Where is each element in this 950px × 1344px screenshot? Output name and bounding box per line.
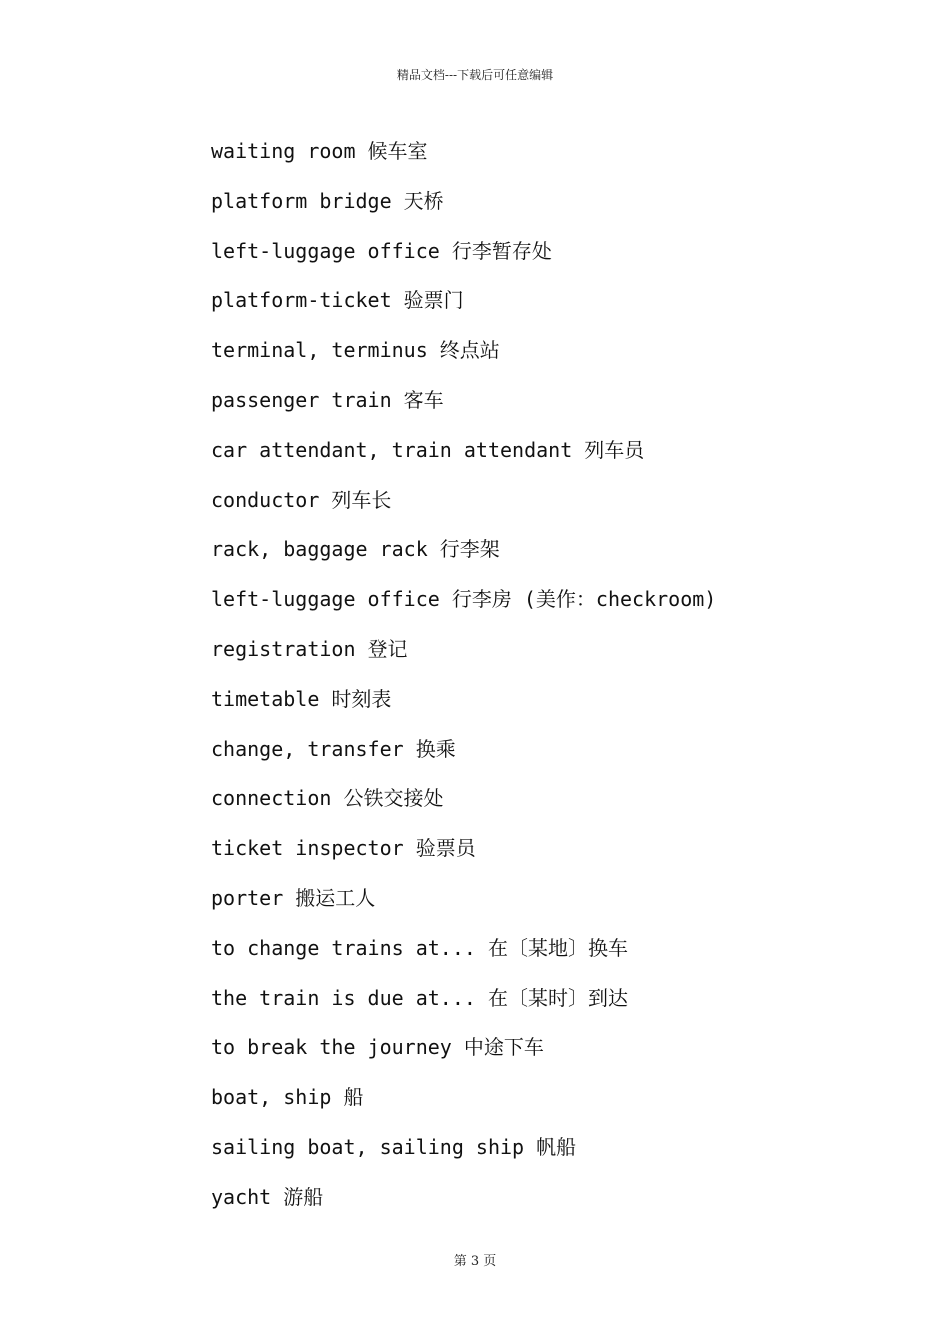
vocabulary-entry: yacht 游船 xyxy=(211,1184,324,1209)
vocabulary-entry: platform-ticket 验票门 xyxy=(211,288,464,313)
vocabulary-entry: conductor 列车长 xyxy=(211,487,392,512)
vocabulary-entry: passenger train 客车 xyxy=(211,387,444,412)
vocabulary-entry: boat, ship 船 xyxy=(211,1085,364,1110)
vocabulary-entry: platform bridge 天桥 xyxy=(211,188,444,213)
vocabulary-entry: to break the journey 中途下车 xyxy=(211,1035,544,1060)
vocabulary-entry: terminal, terminus 终点站 xyxy=(211,338,500,363)
vocabulary-entry: timetable 时刻表 xyxy=(211,686,392,711)
vocabulary-entry: porter 搬运工人 xyxy=(211,885,376,910)
vocabulary-entry: rack, baggage rack 行李架 xyxy=(211,537,500,562)
vocabulary-entry: sailing boat, sailing ship 帆船 xyxy=(211,1134,577,1159)
vocabulary-entry: waiting room 候车室 xyxy=(211,139,428,163)
vocabulary-entry: the train is due at... 在〔某时〕到达 xyxy=(211,985,628,1010)
vocabulary-entry: connection 公铁交接处 xyxy=(211,786,444,811)
page-number: 第 3 页 xyxy=(453,1254,497,1269)
vocabulary-entry: registration 登记 xyxy=(211,636,408,661)
vocabulary-entry: ticket inspector 验票员 xyxy=(211,836,476,861)
vocabulary-entry: change, transfer 换乘 xyxy=(211,736,456,761)
vocabulary-entry: left-luggage office 行李暂存处 xyxy=(211,238,552,263)
vocabulary-entry: to change trains at... 在〔某地〕换车 xyxy=(211,935,628,960)
page-header: 精品文档---下载后可任意编辑 xyxy=(396,68,554,82)
vocabulary-list xyxy=(211,134,911,1230)
vocabulary-entry: left-luggage office 行李房 (美作：checkroom) xyxy=(211,587,717,612)
vocabulary-entry: car attendant, train attendant 列车员 xyxy=(211,437,645,462)
